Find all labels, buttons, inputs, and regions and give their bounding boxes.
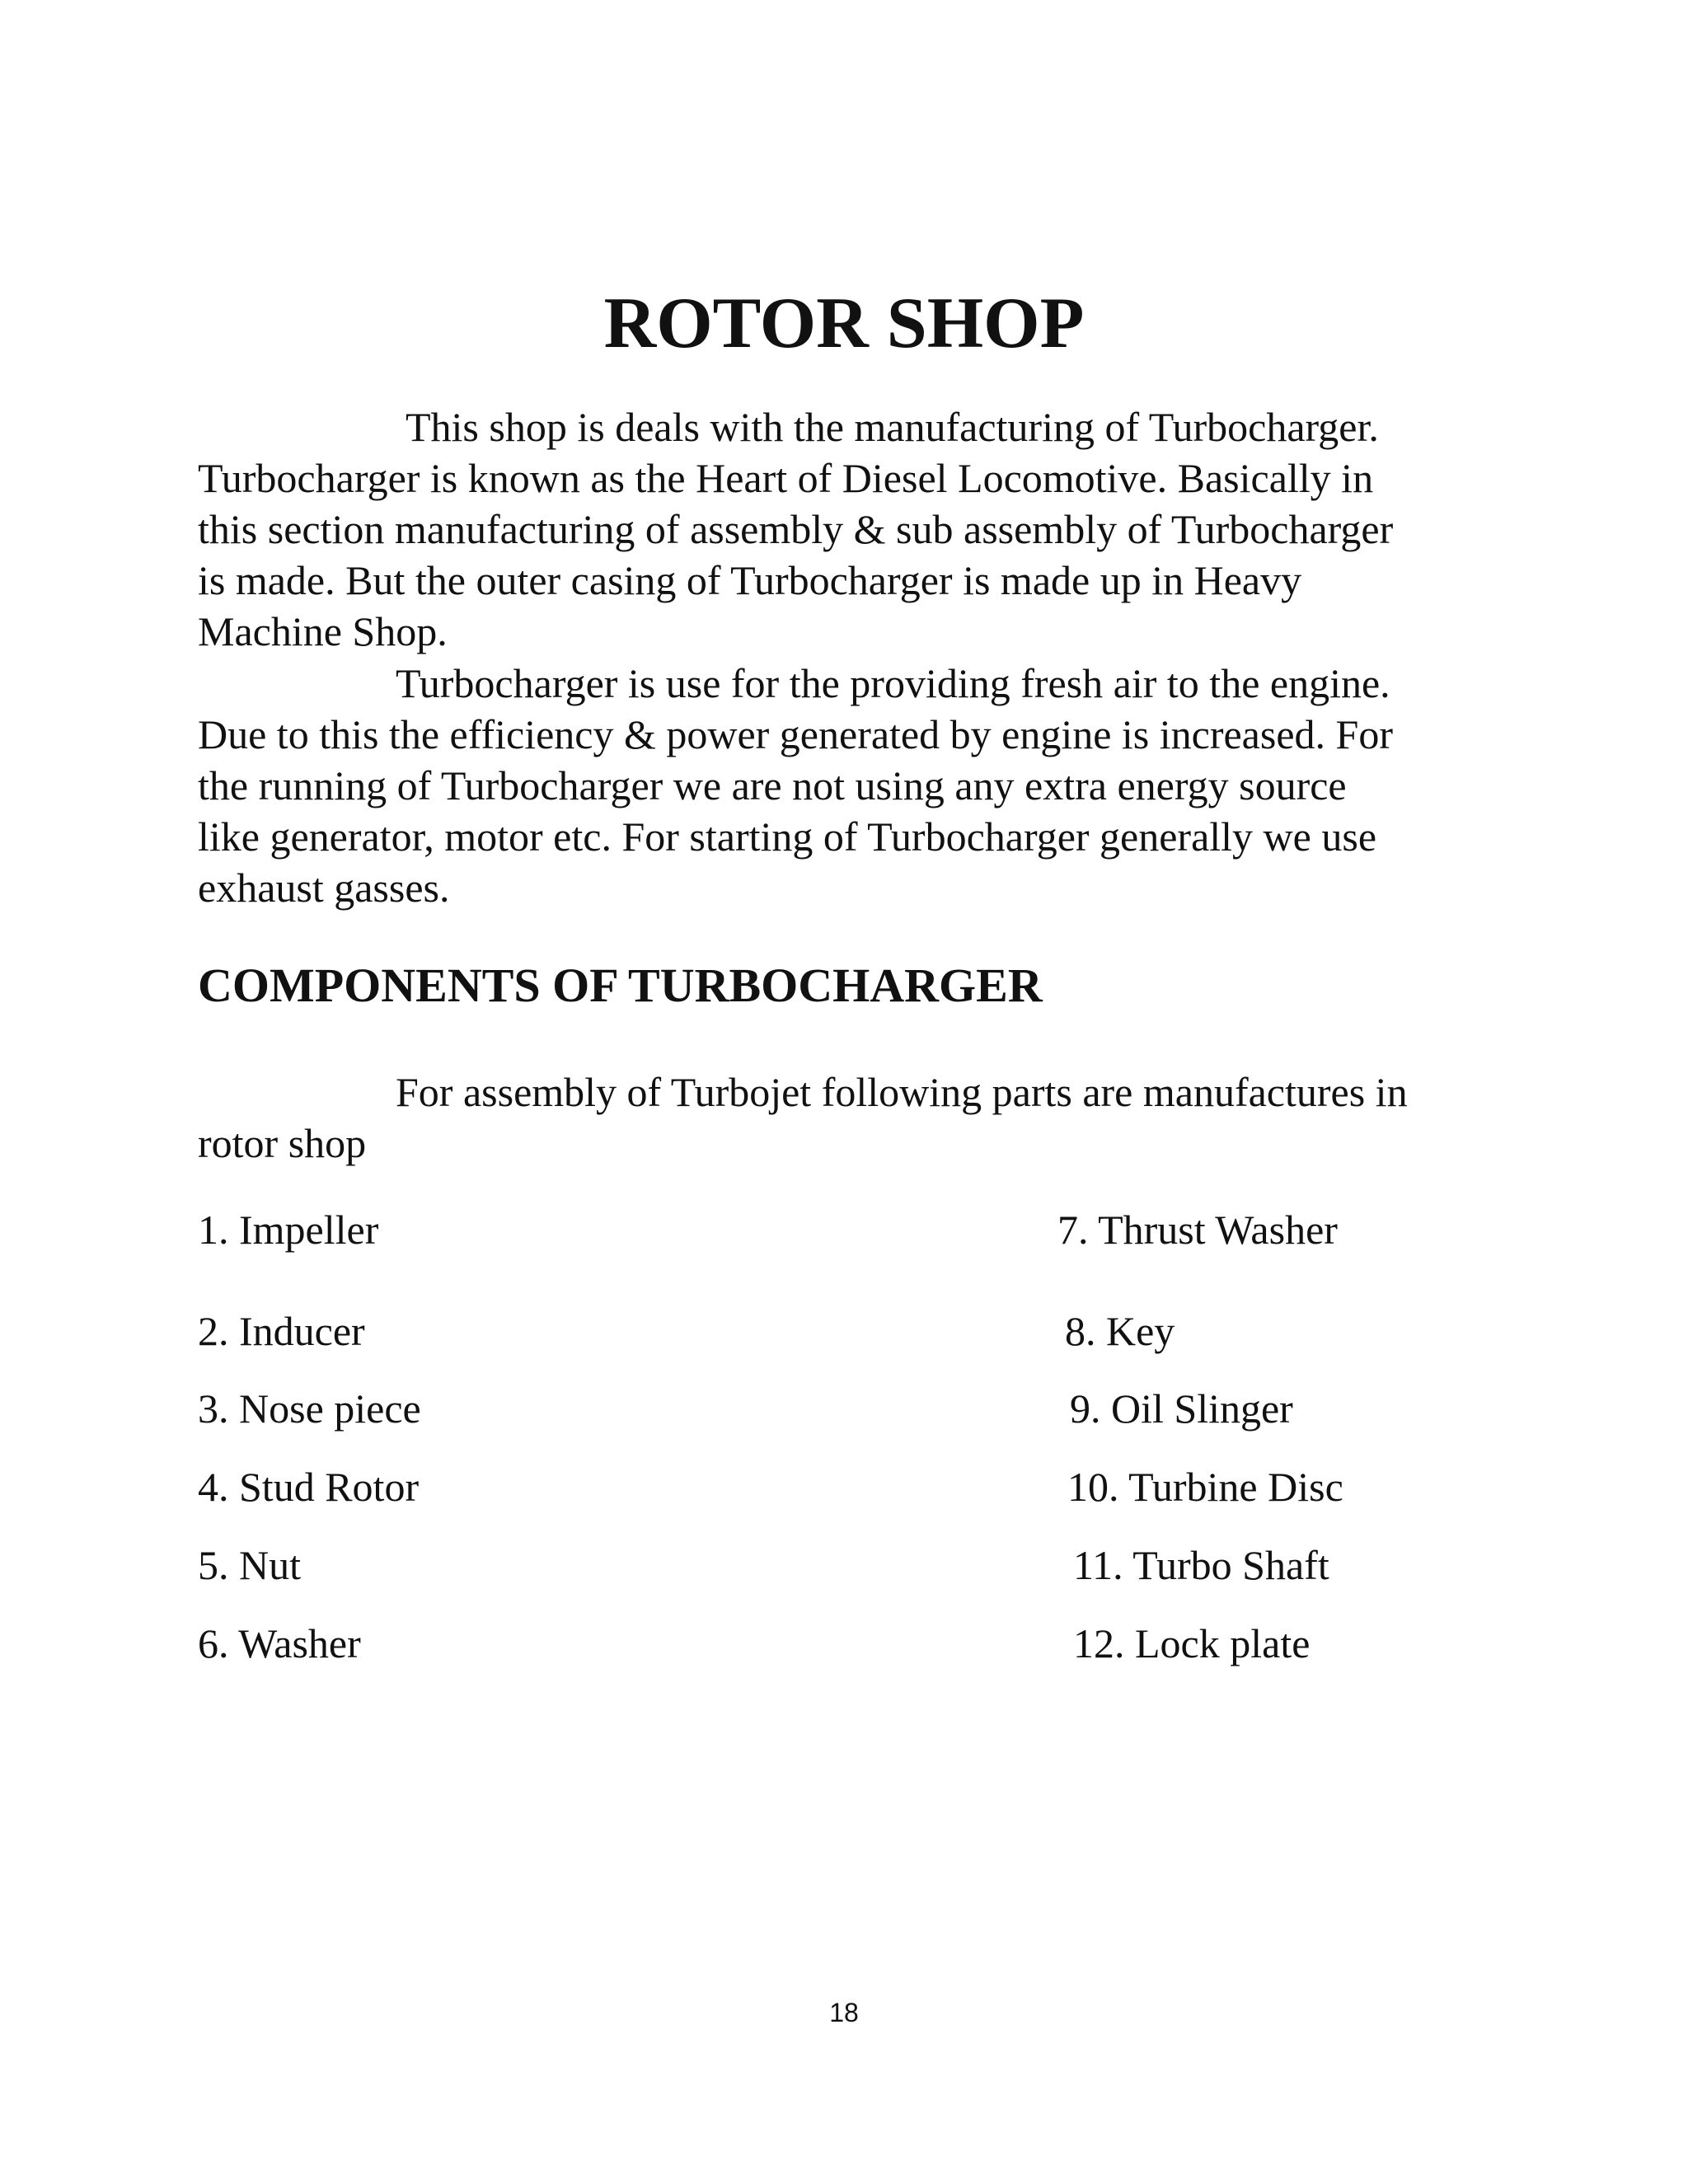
- list-item: 7. Thrust Washer: [1057, 1207, 1338, 1253]
- paragraph-line: like generator, motor etc. For starting of Turbocharger generally we use: [198, 813, 1377, 860]
- page-number: 18: [829, 1998, 859, 2027]
- paragraph-line: For assembly of Turbojet following parts are manufactures in: [396, 1069, 1408, 1115]
- paragraph-line: is made. But the outer casing of Turbocharger is made up in Heavy: [198, 557, 1302, 603]
- paragraph-line: Turbocharger is known as the Heart of Diesel Locomotive. Basically in: [198, 455, 1374, 501]
- list-item: 10. Turbine Disc: [1067, 1464, 1343, 1510]
- list-item: 12. Lock plate: [1073, 1620, 1311, 1666]
- list-item: 8. Key: [1065, 1308, 1175, 1354]
- list-item: 9. Oil Slinger: [1070, 1385, 1293, 1432]
- paragraph-line: this section manufacturing of assembly & sub assembly of Turbocharger: [198, 506, 1394, 552]
- page-title: ROTOR SHOP: [603, 284, 1085, 363]
- paragraph-line: exhaust gasses.: [198, 865, 450, 911]
- list-item: 6. Washer: [198, 1620, 361, 1666]
- list-item: 5. Nut: [198, 1542, 301, 1588]
- list-item: 11. Turbo Shaft: [1073, 1542, 1329, 1588]
- list-item: 3. Nose piece: [198, 1385, 421, 1432]
- list-item: 1. Impeller: [198, 1207, 379, 1253]
- components-heading: COMPONENTS OF TURBOCHARGER: [198, 958, 1043, 1012]
- paragraph-line: rotor shop: [198, 1120, 367, 1166]
- paragraph-line: This shop is deals with the manufacturing of Turbocharger.: [406, 404, 1379, 450]
- paragraph-line: Due to this the efficiency & power generated by engine is increased. For: [198, 711, 1393, 757]
- paragraph-line: Machine Shop.: [198, 608, 448, 654]
- paragraph-line: the running of Turbocharger we are not using any extra energy source: [198, 762, 1347, 808]
- list-item: 4. Stud Rotor: [198, 1464, 420, 1510]
- paragraph-line: Turbocharger is use for the providing fresh air to the engine.: [396, 660, 1390, 706]
- list-item: 2. Inducer: [198, 1308, 365, 1354]
